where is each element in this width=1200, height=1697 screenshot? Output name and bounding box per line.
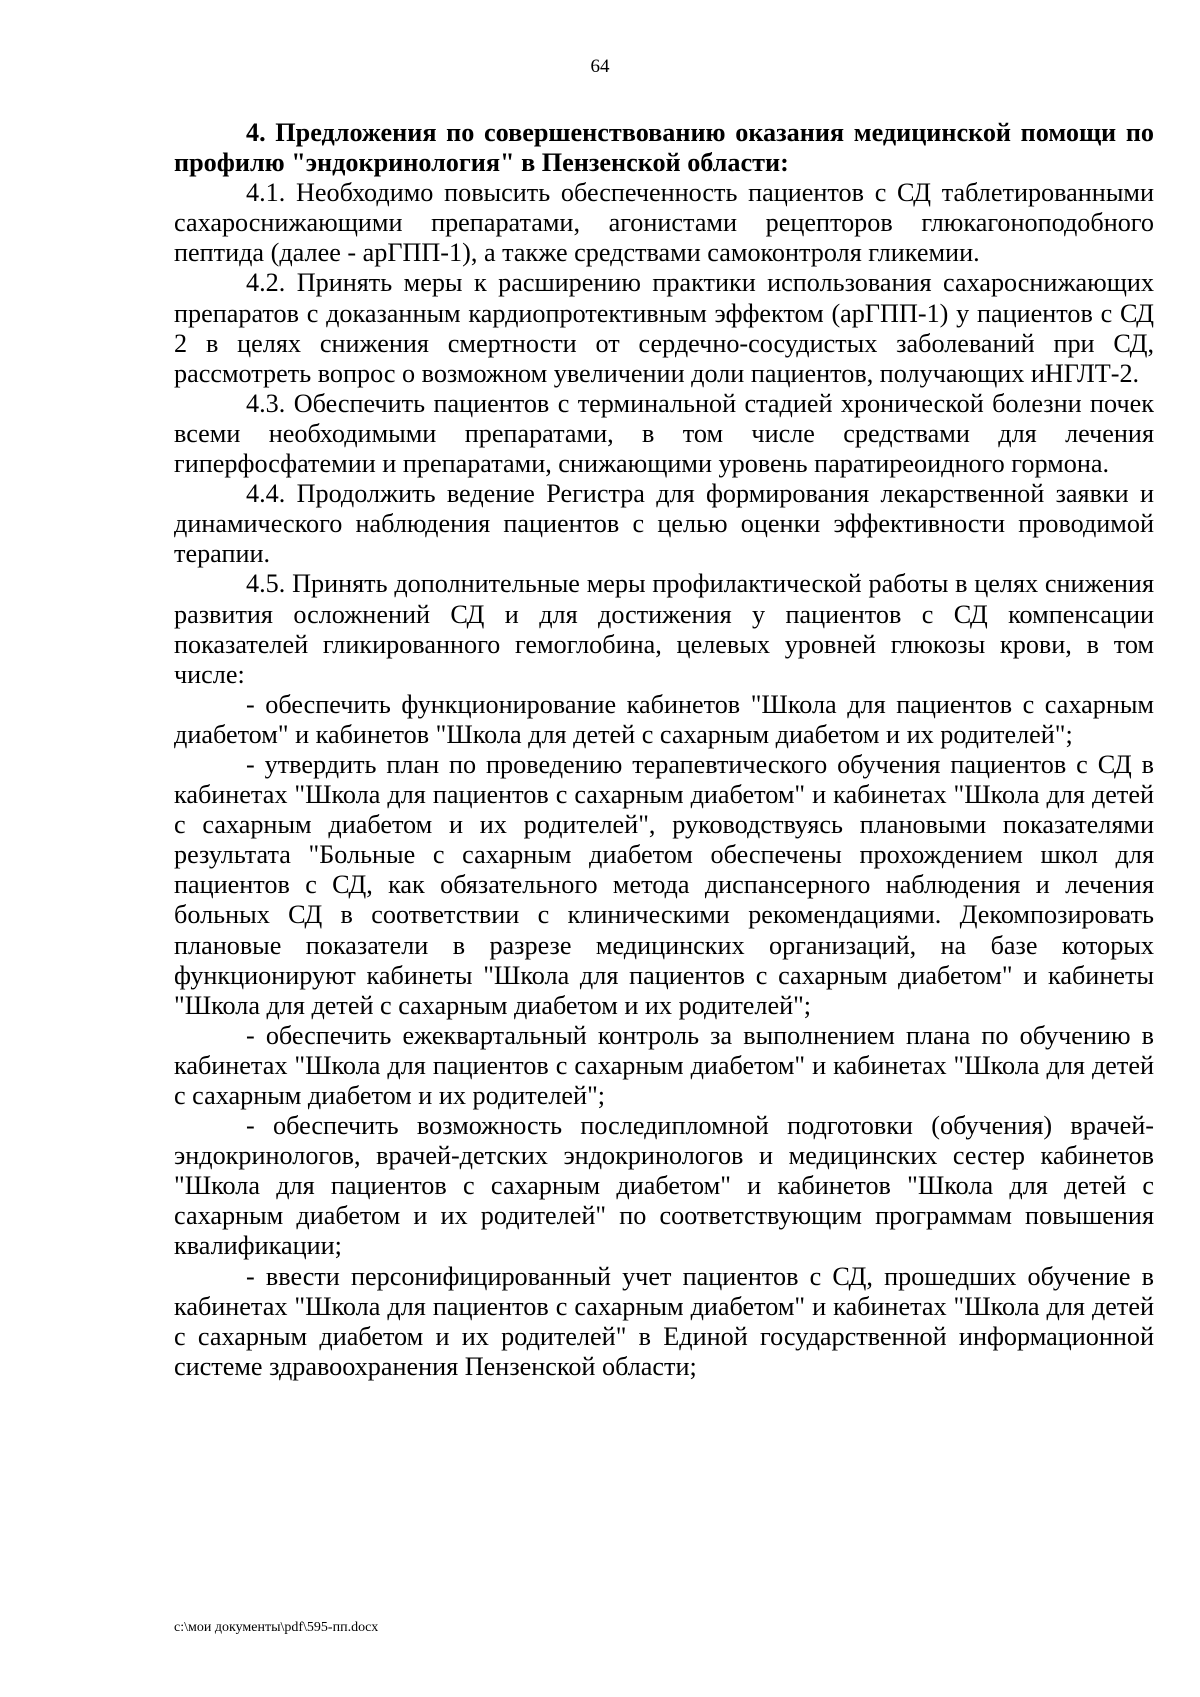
paragraph-4-5: 4.5. Принять дополнительные меры профилактической работы в целях снижения развития осложнений СД и для достижения у пациентов с СД компенсации показателей гликированного гемоглобина, целевых уровней глюкозы крови, в том числе: (174, 569, 1154, 689)
page-number: 64 (590, 56, 610, 77)
list-item-training-plan: - утвердить план по проведению терапевтического обучения пациентов с СД в кабинетах "Школа для пациентов с сахарным диабетом" и кабинетах "Школа для детей с сахарным диабетом и их родителей", руководствуясь плановыми показателями результата "Больные с сахарным диабетом обеспечены прохождением школ для пациентов с СД, как обязательного метода диспансерного наблюдения и лечения больных СД в соответствии с клиническими рекомендациями. Декомпозировать плановые показатели в разрезе медицинских организаций, на базе которых функционируют кабинеты "Школа для пациентов с сахарным диабетом" и кабинеты "Школа для детей с сахарным диабетом и их родителей"; (174, 749, 1154, 1020)
list-item-school-cabinets: - обеспечить функционирование кабинетов "Школа для пациентов с сахарным диабетом" и кабинетов "Школа для детей с сахарным диабетом и их родителей"; (174, 689, 1154, 749)
footer-file-path: c:\мои документы\pdf\595-пп.docx (174, 1620, 379, 1635)
paragraph-4-2: 4.2. Принять меры к расширению практики использования сахароснижающих препаратов с доказанным кардиопротективным эффектом (арГПП-1) у пациентов с СД 2 в целях снижения смертности от сердечно-сосудистых заболеваний при СД, рассмотреть вопрос о возможном увеличении доли пациентов, получающих иНГЛТ-2. (174, 268, 1154, 388)
paragraph-4-1: 4.1. Необходимо повысить обеспеченность пациентов с СД таблетированными сахароснижающими препаратами, агонистами рецепторов глюкагоноподобного пептида (далее - арГПП-1), а также средствами самоконтроля гликемии. (174, 178, 1154, 268)
list-item-quarterly-control: - обеспечить ежеквартальный контроль за выполнением плана по обучению в кабинетах "Школа для пациентов с сахарным диабетом" и кабинетах "Школа для детей с сахарным диабетом и их родителей"; (174, 1020, 1154, 1110)
section-heading: 4. Предложения по совершенствованию оказания медицинской помощи по профилю "эндокринология" в Пензенской области: (174, 118, 1154, 178)
document-body (174, 118, 1154, 1382)
paragraph-4-4: 4.4. Продолжить ведение Регистра для формирования лекарственной заявки и динамического наблюдения пациентов с целью оценки эффективности проводимой терапии. (174, 479, 1154, 569)
list-item-personalized-registry: - ввести персонифицированный учет пациентов с СД, прошедших обучение в кабинетах "Школа для пациентов с сахарным диабетом" и кабинетах "Школа для детей с сахарным диабетом и их родителей" в Единой государственной информационной системе здравоохранения Пензенской области; (174, 1261, 1154, 1381)
list-item-postgraduate-training: - обеспечить возможность последипломной подготовки (обучения) врачей-эндокринологов, врачей-детских эндокринологов и медицинских сестер кабинетов "Школа для пациентов с сахарным диабетом" и кабинетов "Школа для детей с сахарным диабетом и их родителей" по соответствующим программам повышения квалификации; (174, 1111, 1154, 1261)
paragraph-4-3: 4.3. Обеспечить пациентов с терминальной стадией хронической болезни почек всеми необходимыми препаратами, в том числе средствами для лечения гиперфосфатемии и препаратами, снижающими уровень паратиреоидного гормона. (174, 388, 1154, 479)
